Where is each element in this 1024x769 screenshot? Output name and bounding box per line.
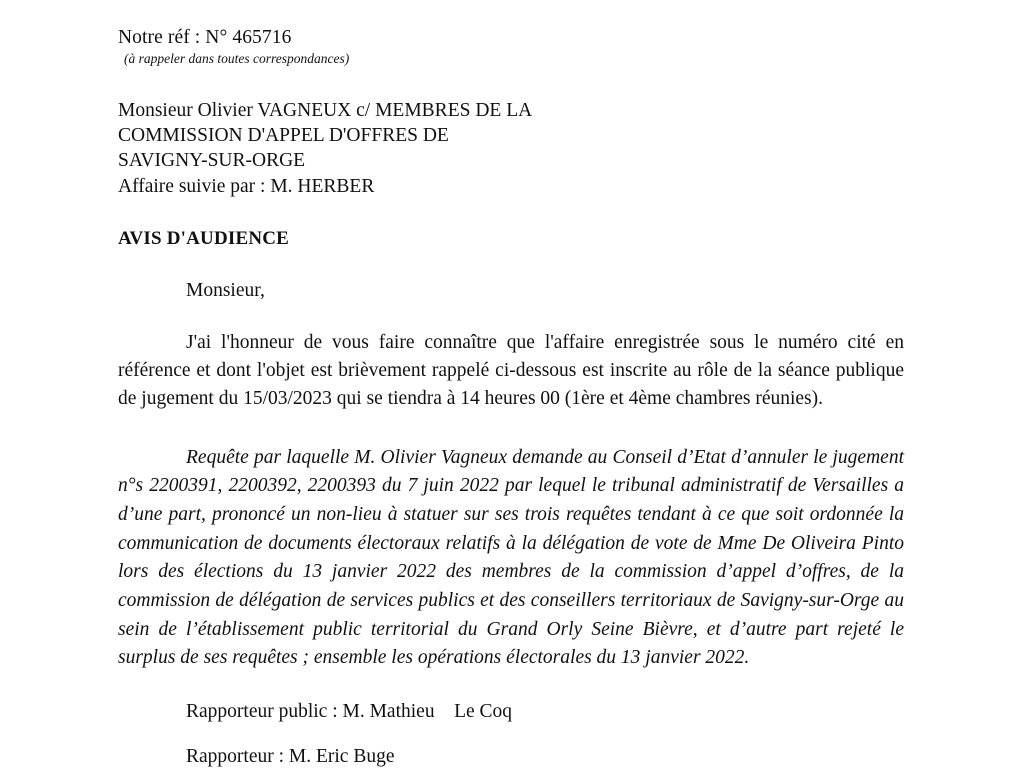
body-paragraph-hearing-notice: J'ai l'honneur de vous faire connaître que l'affaire enregistrée sous le numéro cité en référence et dont l'objet est brièvement rappelé ci-dessous est inscrite au rôle de la séance publique de jugement du 15/03/2023 qui se tiendra à 14 heures 00 (1ère et 4ème chambres réunies). — [118, 331, 904, 410]
reference-block — [118, 0, 904, 68]
addressee-line-1: Monsieur Olivier VAGNEUX c/ MEMBRES DE LA — [118, 99, 533, 121]
rapporteurs-block — [186, 700, 904, 769]
document-content — [118, 0, 904, 769]
page-title: AVIS D'AUDIENCE — [118, 227, 290, 249]
reference-note: (à rappeler dans toutes correspondances) — [124, 51, 350, 66]
salutation: Monsieur, — [186, 279, 265, 301]
addressee-line-2: COMMISSION D'APPEL D'OFFRES DE — [118, 124, 449, 146]
rapporteur-line: Rapporteur : M. Eric Buge — [186, 746, 395, 768]
addressee-block — [118, 98, 904, 199]
rapporteur-public-line: Rapporteur public : M. Mathieu Le Coq — [186, 700, 513, 722]
addressee-case-handler: Affaire suivie par : M. HERBER — [118, 175, 375, 197]
reference-number: Notre réf : N° 465716 — [118, 27, 292, 48]
addressee-line-3: SAVIGNY-SUR-ORGE — [118, 150, 306, 172]
body-paragraph-case-summary: Requête par laquelle M. Olivier Vagneux demande au Conseil d’Etat d’annuler le jugement n°s 2200391, 2200392, 2200393 du 7 juin 2022 par lequel le tribunal administratif de Versailles a d’une part, prononcé un non-lieu à statuer sur ses trois requêtes tendant à ce que soit ordonnée la communication de documents électoraux relatifs à la délégation de vote de Mme De Oliveira Pinto lors des élections du 13 janvier 2022 des membres de la commission d’appel d’offres, de la commission de délégation de services publics et des conseillers territoriaux de Savigny-sur-Orge au sein de l’établissement public territorial du Grand Orly Seine Bièvre, et d’autre part rejeté le surplus de ses requêtes ; ensemble les opérations électorales du 13 janvier 2022. — [118, 446, 904, 669]
